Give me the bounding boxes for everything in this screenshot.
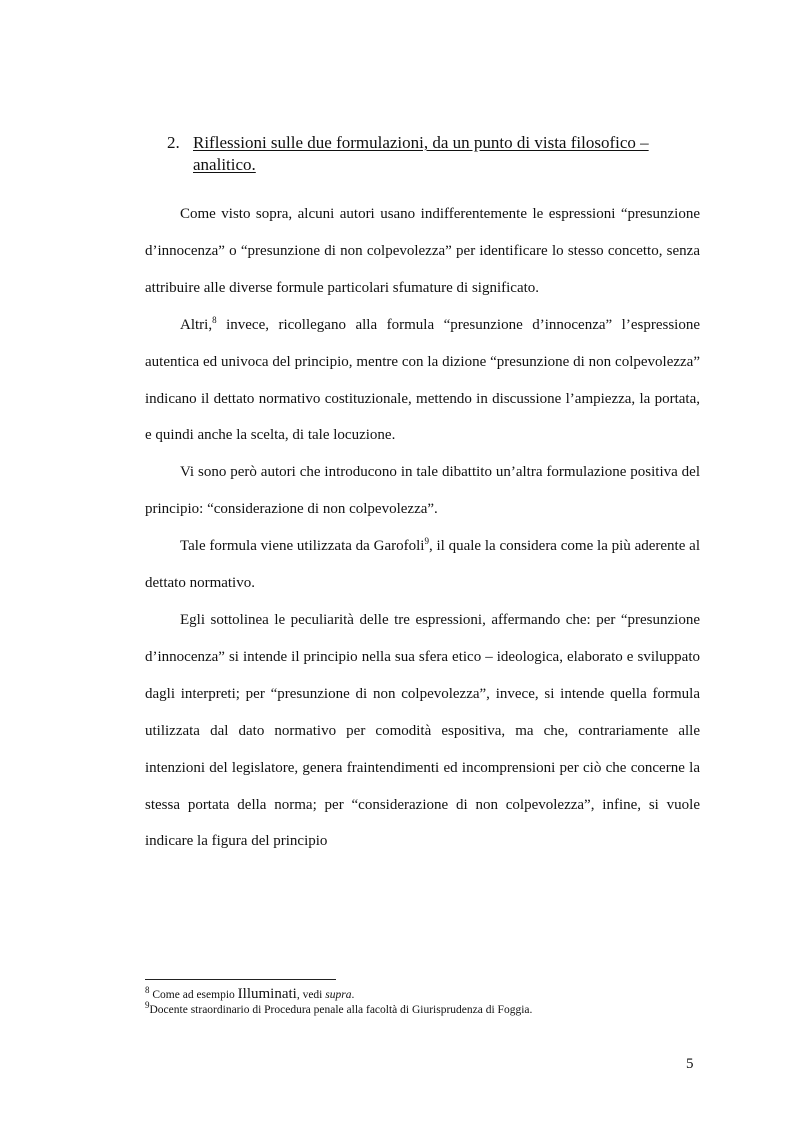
footnote-mark: 9 xyxy=(145,1000,150,1011)
section-heading xyxy=(167,132,707,176)
footnote-divider xyxy=(145,979,336,980)
footnote-ref-8: 8 xyxy=(212,314,217,325)
paragraph-text: invece, ricollegano alla formula “presunzione d’innocenza” l’espressione autentica ed univoca del principio, mentre con la dizione “presunzione di non colpevolezza” indicano il dettato normativo costituzionale, mettendo in discussione l’ampiezza, la portata, e quindi anche la scelta, di tale locuzione. xyxy=(145,316,700,444)
paragraph-text: Tale formula viene utilizzata da Garofoli xyxy=(180,538,425,555)
paragraph xyxy=(145,196,700,307)
footnote-author: Illuminati xyxy=(237,986,297,1002)
footnote-italic: supra xyxy=(325,989,352,1001)
paragraph-text: , il quale la considera come la più aderente al dettato normativo. xyxy=(145,538,700,592)
footnote-text: . xyxy=(351,989,355,1001)
section-title: Riflessioni sulle due formulazioni, da un punto di vista filosofico – analitico. xyxy=(193,133,649,174)
paragraph xyxy=(145,454,700,528)
paragraph-text: Come visto sopra, alcuni autori usano indifferentemente le espressioni “presunzione d’innocenza” o “presunzione di non colpevolezza” per identificare lo stesso concetto, senza attribuire alle diverse formule particolari sfumature di significato. xyxy=(145,206,700,296)
footnote-ref-9: 9 xyxy=(424,536,429,547)
paragraph-text: Altri, xyxy=(180,316,213,333)
footnote-9 xyxy=(145,1000,705,1018)
paragraph xyxy=(145,307,700,455)
footnote-text: Come ad esempio xyxy=(149,989,238,1001)
paragraph-text: Vi sono però autori che introducono in tale dibattito un’altra formulazione positiva del principio: “considerazione di non colpevolezza”. xyxy=(145,464,700,518)
footnote-text: , vedi xyxy=(296,989,326,1001)
footnotes xyxy=(145,987,705,1018)
paragraph xyxy=(145,602,700,860)
page-number: 5 xyxy=(686,1056,694,1072)
footnote-mark: 8 xyxy=(145,985,150,996)
paragraph-text: Egli sottolinea le peculiarità delle tre espressioni, affermando che: per “presunzione d’innocenza” si intende il principio nella sua sfera etico – ideologica, elaborato e sviluppato dagli interpreti; per “presunzione di non colpevolezza”, invece, si intende quella formula utilizzata dal dato normativo per comodità espositiva, ma che, contrariamente alle intenzioni del legislatore, genera fraintendimenti ed incomprensioni per ciò che concerne la stessa portata della norma; per “considerazione di non colpevolezza”, infine, si vuole indicare la figura del principio xyxy=(145,611,700,850)
section-number: 2. xyxy=(167,133,180,152)
paragraph xyxy=(145,528,700,602)
footnote-text: Docente straordinario di Procedura penale alla facoltà di Giurisprudenza di Foggia. xyxy=(149,1004,533,1016)
footnote-8 xyxy=(145,987,705,1003)
body-text xyxy=(145,196,700,860)
